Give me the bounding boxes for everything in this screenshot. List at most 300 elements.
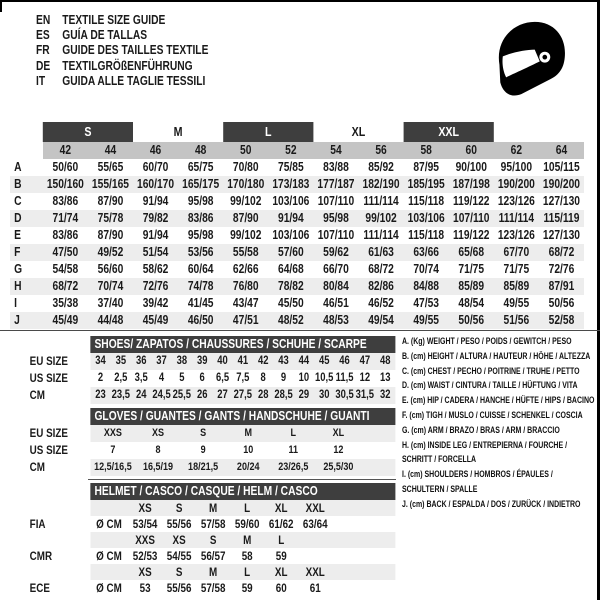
value-cell: 48 bbox=[379, 355, 391, 367]
size-group-row bbox=[10, 122, 584, 142]
measure-cell: 67/70 bbox=[503, 245, 530, 259]
measure-cell: 91/94 bbox=[278, 211, 304, 225]
section-divider bbox=[0, 330, 600, 331]
guide-title: TEXTILE SIZE GUIDE bbox=[62, 13, 166, 27]
value-cell: 37 bbox=[156, 355, 167, 367]
measure-cell: 65/68 bbox=[458, 245, 485, 259]
measure-row bbox=[10, 261, 584, 278]
measure-cell: 50/56 bbox=[458, 313, 485, 327]
helmet-values-row bbox=[10, 516, 395, 532]
row-letter: A bbox=[14, 160, 22, 174]
helmet-value-cell bbox=[298, 548, 332, 564]
value-cell: 39 bbox=[196, 355, 208, 367]
value-cell: 36 bbox=[135, 355, 147, 367]
guide-title: GUIDA ALLE TAGLIE TESSILI bbox=[62, 73, 206, 88]
measure-cell: 62/66 bbox=[232, 262, 259, 276]
language-code: FR bbox=[36, 43, 50, 58]
measure-cell: 70/80 bbox=[232, 160, 259, 174]
shoes-row-label: EU SIZE bbox=[29, 354, 68, 368]
column-header-cell: 54 bbox=[330, 143, 342, 157]
value-cell: 35 bbox=[115, 355, 127, 367]
size-group-s: S bbox=[43, 122, 133, 142]
measure-row bbox=[10, 244, 584, 261]
value-cell: 44 bbox=[298, 355, 310, 367]
spacer-cell bbox=[90, 532, 128, 548]
measure-cell: 95/98 bbox=[323, 211, 349, 225]
measure-cell: 58/62 bbox=[142, 262, 169, 276]
value-cell: 30 bbox=[318, 389, 330, 401]
row-letter: J bbox=[14, 313, 20, 327]
measure-cell: 111/114 bbox=[363, 228, 399, 242]
spacer-cell bbox=[10, 500, 90, 516]
value-cell: 27 bbox=[217, 389, 228, 401]
measure-cell: 57/60 bbox=[278, 245, 304, 259]
value-cell: 26 bbox=[196, 389, 208, 401]
measure-cell: 83/86 bbox=[187, 211, 214, 225]
measure-cell: 76/80 bbox=[232, 279, 259, 293]
measure-cell: 66/70 bbox=[323, 262, 349, 276]
helmet-section-title: HELMET / CASCO / CASQUE / HELM / CASCO bbox=[90, 483, 395, 500]
value-cell: 27,5 bbox=[233, 389, 253, 401]
helmet-value-cell: 54/55 bbox=[166, 549, 192, 563]
helmet-value-cell: 59 bbox=[241, 581, 253, 595]
value-cell: 32 bbox=[379, 389, 391, 401]
measure-cell: 72/76 bbox=[548, 262, 575, 276]
measure-cell: 46/52 bbox=[368, 296, 394, 310]
size-group-m: M bbox=[173, 124, 183, 139]
row-letter: D bbox=[14, 211, 22, 225]
language-line bbox=[36, 59, 282, 74]
shoes-section bbox=[10, 336, 395, 404]
helmet-value-cell: 58 bbox=[241, 549, 253, 563]
value-cell: 10,5 bbox=[315, 372, 334, 384]
legend-item: G. (cm) ARM / BRAZO / BRAS / ARM / BRACCIO bbox=[402, 424, 560, 436]
racing-helmet-icon bbox=[486, 12, 570, 104]
measure-cell: 187/198 bbox=[452, 177, 490, 191]
size-group-xxl: XXL bbox=[404, 122, 494, 142]
measure-cell: 127/130 bbox=[542, 228, 580, 242]
language-code: DE bbox=[36, 58, 51, 73]
measure-cell: 95/98 bbox=[187, 228, 214, 242]
measure-cell: 123/126 bbox=[497, 194, 535, 208]
measure-cell: 103/106 bbox=[272, 228, 310, 242]
value-cell: 34 bbox=[95, 355, 106, 367]
measure-cell: 91/94 bbox=[142, 228, 169, 242]
measure-cell: 160/170 bbox=[137, 177, 175, 191]
column-header-cell: 50 bbox=[240, 143, 252, 157]
helmet-value-cell: 59 bbox=[275, 549, 287, 563]
column-header-cell: 58 bbox=[420, 143, 432, 157]
measure-cell: 155/165 bbox=[91, 177, 129, 191]
value-cell: L bbox=[290, 427, 297, 439]
measure-cell: 87/95 bbox=[413, 160, 439, 174]
helmet-value-cell: 53 bbox=[139, 581, 151, 595]
helmet-value-cell: 57/58 bbox=[200, 581, 226, 595]
row-letter: H bbox=[14, 279, 22, 293]
helmet-value-cell: 55/56 bbox=[166, 581, 192, 595]
value-cell: 2,5 bbox=[114, 372, 128, 384]
helmet-size-cell: XXL bbox=[305, 501, 325, 515]
helmet-section bbox=[10, 483, 395, 596]
language-code: EN bbox=[36, 13, 51, 27]
measure-cell: 85/92 bbox=[368, 160, 394, 174]
helmet-size-cell: L bbox=[244, 501, 251, 515]
helmet-size-cell: L bbox=[244, 565, 251, 579]
column-header-cell: 44 bbox=[104, 143, 117, 157]
measure-cell: 49/55 bbox=[503, 296, 530, 310]
measure-cell: 48/54 bbox=[458, 296, 485, 310]
measure-cell: 50/60 bbox=[52, 160, 79, 174]
value-cell: 6,5 bbox=[215, 372, 230, 384]
helmet-size-cell: XXL bbox=[305, 565, 325, 579]
measure-cell: 87/90 bbox=[97, 194, 124, 208]
helmet-size-cell: M bbox=[209, 501, 218, 515]
measure-cell: 91/94 bbox=[142, 194, 169, 208]
helmet-value-cell: 61 bbox=[309, 581, 321, 595]
value-cell: 23 bbox=[95, 389, 106, 401]
measure-cell: 115/118 bbox=[408, 194, 445, 208]
measure-cell: 61/63 bbox=[368, 245, 394, 259]
measure-cell: 111/114 bbox=[498, 211, 535, 225]
legend-item: D. (cm) WAIST / CINTURA / TAILLE / HÜFTUNG / VITA bbox=[402, 380, 578, 392]
helmet-size-cell: XS bbox=[138, 565, 152, 579]
measure-cell: 72/76 bbox=[142, 279, 169, 293]
value-cell: 46 bbox=[339, 355, 350, 367]
shoes-row bbox=[10, 387, 395, 404]
value-cell: 29 bbox=[298, 389, 310, 401]
measure-cell: 68/72 bbox=[368, 262, 394, 276]
helmet-size-cell: XL bbox=[274, 565, 288, 579]
column-header-cell: 60 bbox=[465, 143, 477, 157]
column-header-cell: 52 bbox=[285, 143, 297, 157]
value-cell: 7,5 bbox=[236, 372, 250, 384]
language-line bbox=[36, 43, 282, 58]
measure-cell: 99/102 bbox=[230, 194, 262, 208]
value-cell: 24,5 bbox=[152, 389, 171, 401]
measure-row bbox=[10, 278, 584, 295]
diameter-unit: Ø CM bbox=[96, 581, 122, 595]
language-line bbox=[36, 13, 282, 28]
measure-cell: 173/183 bbox=[272, 177, 310, 191]
top-border bbox=[0, 0, 600, 2]
measure-cell: 83/88 bbox=[323, 160, 349, 174]
measure-cell: 45/49 bbox=[52, 313, 79, 327]
diameter-unit: Ø CM bbox=[96, 549, 122, 563]
measure-cell: 47/53 bbox=[413, 296, 439, 310]
measure-cell: 78/82 bbox=[278, 279, 304, 293]
measure-cell: 107/110 bbox=[453, 211, 490, 225]
gloves-row-label: US SIZE bbox=[29, 443, 68, 457]
row-letter: E bbox=[14, 228, 21, 242]
gloves-section-title: GLOVES / GUANTES / GANTS / HANDSCHUHE / GUANTI bbox=[90, 408, 395, 425]
measure-cell: 64/68 bbox=[278, 262, 304, 276]
value-cell: 2 bbox=[97, 372, 104, 384]
measure-cell: 185/195 bbox=[407, 177, 445, 191]
measure-cell: 68/72 bbox=[52, 279, 79, 293]
measure-cell: 50/56 bbox=[548, 296, 575, 310]
value-cell: 23/26,5 bbox=[278, 461, 309, 473]
measure-cell: 51/56 bbox=[503, 313, 530, 327]
measure-cell: 39/42 bbox=[142, 296, 169, 310]
helmet-value-cell: 57/58 bbox=[200, 517, 226, 531]
guide-title: GUIDE DES TAILLES TEXTILE bbox=[62, 43, 209, 58]
spacer-cell bbox=[10, 532, 90, 548]
measure-cell: 59/62 bbox=[323, 245, 349, 259]
value-cell: 30,5 bbox=[335, 389, 354, 401]
language-line bbox=[36, 74, 282, 89]
measure-cell: 47/50 bbox=[52, 245, 79, 259]
measure-cell: 84/88 bbox=[413, 279, 439, 293]
measure-cell: 48/53 bbox=[323, 313, 349, 327]
value-cell: 12 bbox=[333, 444, 344, 456]
measure-cell: 55/65 bbox=[97, 160, 124, 174]
value-cell: XXS bbox=[103, 427, 122, 439]
size-group-xl: XL bbox=[351, 124, 366, 139]
measure-cell: 54/58 bbox=[52, 262, 79, 276]
value-cell: 28,5 bbox=[274, 389, 293, 401]
measure-row bbox=[10, 312, 584, 329]
measure-cell: 46/50 bbox=[187, 313, 214, 327]
gloves-helmet-divider bbox=[88, 479, 396, 480]
column-header-cell: 42 bbox=[59, 143, 72, 157]
size-group-l: L bbox=[223, 122, 313, 142]
measure-cell: 41/45 bbox=[187, 296, 214, 310]
value-cell: 6 bbox=[199, 372, 205, 384]
measure-cell: 43/47 bbox=[232, 296, 259, 310]
helmet-size-cell: M bbox=[209, 565, 218, 579]
measure-cell: 87/90 bbox=[97, 228, 124, 242]
column-header-cell: 64 bbox=[555, 143, 568, 157]
measure-cell: 119/122 bbox=[453, 228, 490, 242]
shoes-section-title: SHOES/ ZAPATOS / CHAUSSURES / SCHUHE / SCARPE bbox=[90, 336, 395, 353]
measure-row bbox=[10, 176, 584, 193]
value-cell: 3,5 bbox=[134, 372, 148, 384]
value-cell: 18/21,5 bbox=[188, 461, 219, 473]
gloves-row-label: CM bbox=[29, 460, 45, 474]
measure-cell: 107/110 bbox=[317, 228, 355, 242]
measure-cell: 75/78 bbox=[97, 211, 124, 225]
measure-cell: 44/48 bbox=[97, 313, 124, 327]
helmet-value-cell: 52/53 bbox=[132, 549, 158, 563]
measure-cell: 103/106 bbox=[272, 194, 310, 208]
measure-cell: 95/98 bbox=[187, 194, 214, 208]
language-title-list bbox=[36, 13, 282, 89]
measure-cell: 190/200 bbox=[542, 177, 580, 191]
measure-cell: 35/38 bbox=[52, 296, 79, 310]
legend-item: B. (cm) HEIGHT / ALTURA / HAUTEUR / HÖHE / ALTEZZA bbox=[402, 350, 591, 362]
measure-cell: 45/49 bbox=[142, 313, 169, 327]
standard-label: ECE bbox=[29, 581, 50, 595]
helmet-sizes-row bbox=[10, 564, 395, 580]
measure-cell: 115/119 bbox=[543, 211, 580, 225]
gloves-row bbox=[10, 459, 395, 476]
value-cell: 25,5 bbox=[172, 389, 192, 401]
legend-item: A. (Kg) WEIGHT / PESO / POIDS / GEWITCH / PESO bbox=[402, 336, 572, 347]
language-code: ES bbox=[36, 28, 50, 43]
left-border-stub bbox=[0, 0, 2, 12]
value-cell: 7 bbox=[110, 444, 116, 456]
value-cell: 47 bbox=[359, 355, 371, 367]
measure-cell: 170/180 bbox=[227, 177, 265, 191]
language-line bbox=[36, 28, 282, 43]
measure-row bbox=[10, 295, 584, 312]
legend-item: J. (cm) BACK / ESPALDA / DOS / ZURÜCK / INDIETRO bbox=[402, 498, 581, 510]
value-cell: M bbox=[244, 427, 252, 439]
measure-cell: 56/60 bbox=[97, 262, 124, 276]
helmet-value-cell: 53/54 bbox=[132, 517, 158, 531]
guide-title: TEXTILGRÖßENFÜHRUNG bbox=[62, 58, 193, 73]
measure-cell: 111/114 bbox=[363, 194, 399, 208]
measure-cell: 87/90 bbox=[232, 211, 259, 225]
gloves-row bbox=[10, 425, 395, 442]
value-cell: 9 bbox=[200, 444, 206, 456]
value-cell: 41 bbox=[237, 355, 249, 367]
column-header-cell: 48 bbox=[194, 143, 207, 157]
legend-item: F. (cm) TIGH / MUSLO / CUISSE / SCHENKEL / COSCIA bbox=[402, 409, 583, 421]
measure-cell: 49/54 bbox=[368, 313, 394, 327]
measure-cell: 65/75 bbox=[187, 160, 214, 174]
measure-cell: 51/54 bbox=[142, 245, 169, 259]
value-cell: 24 bbox=[135, 389, 147, 401]
measure-cell: 63/66 bbox=[413, 245, 439, 259]
measure-row bbox=[10, 159, 584, 176]
legend-item: I. (cm) SHOULDERS / HOMBROS / ÉPAULES / SCHULTERN / SPALLE bbox=[402, 469, 553, 495]
measure-cell: 45/50 bbox=[278, 296, 304, 310]
value-cell: S bbox=[200, 427, 207, 439]
helmet-values-row bbox=[10, 548, 395, 564]
helmet-value-cell: 60 bbox=[275, 581, 287, 595]
row-letter: B bbox=[14, 177, 22, 191]
value-cell: 20/24 bbox=[236, 461, 260, 473]
value-cell: 8 bbox=[260, 372, 266, 384]
measure-cell: 49/52 bbox=[97, 245, 124, 259]
measure-cell: 83/86 bbox=[52, 228, 79, 242]
measure-row bbox=[10, 210, 584, 227]
measure-cell: 70/74 bbox=[97, 279, 124, 293]
legend-list bbox=[402, 335, 597, 513]
gloves-section bbox=[10, 408, 395, 476]
value-cell: 12,5/16,5 bbox=[94, 461, 132, 473]
measure-cell: 87/91 bbox=[548, 279, 575, 293]
row-letter: F bbox=[14, 245, 21, 259]
spacer-cell bbox=[90, 500, 128, 516]
helmet-value-cell: 56/57 bbox=[200, 549, 226, 563]
measure-cell: 85/89 bbox=[458, 279, 485, 293]
helmet-size-cell: XS bbox=[172, 533, 186, 547]
helmet-size-cell: M bbox=[243, 533, 252, 547]
helmet-sizes-row bbox=[10, 500, 395, 516]
helmet-size-cell: S bbox=[175, 501, 183, 515]
measure-cell: 46/51 bbox=[323, 296, 349, 310]
value-cell: 13 bbox=[379, 372, 391, 384]
value-cell: 43 bbox=[278, 355, 289, 367]
measure-cell: 55/58 bbox=[232, 245, 259, 259]
measure-cell: 80/84 bbox=[323, 279, 349, 293]
legend-item: E. (cm) HIP / CADERA / HANCHE / HÜFTE / HIPS / BACINO bbox=[402, 395, 595, 407]
helmet-value-cell: 55/56 bbox=[166, 517, 192, 531]
value-cell: 45 bbox=[318, 355, 330, 367]
shoes-row-label: CM bbox=[29, 388, 45, 402]
shoes-row-label: US SIZE bbox=[29, 371, 68, 385]
measure-cell: 123/126 bbox=[497, 228, 535, 242]
measure-cell: 52/58 bbox=[548, 313, 575, 327]
legend-item: H. (cm) INSIDE LEG / ENTREPIERNA / FOURCHE / SCHRITT / FORCELLA bbox=[402, 439, 568, 466]
value-cell: 10 bbox=[298, 372, 310, 384]
row-letter: I bbox=[14, 296, 17, 310]
measure-cell: 103/106 bbox=[407, 211, 445, 225]
corner-cell bbox=[10, 142, 43, 159]
helmet-size-cell: XL bbox=[274, 501, 288, 515]
measure-cell: 115/118 bbox=[408, 228, 445, 242]
row-letter: G bbox=[14, 262, 23, 276]
measure-cell: 182/190 bbox=[362, 177, 400, 191]
measure-cell: 71/75 bbox=[458, 262, 485, 276]
measure-cell: 177/187 bbox=[317, 177, 355, 191]
helmet-size-cell: L bbox=[278, 533, 285, 547]
measure-cell: 85/89 bbox=[503, 279, 530, 293]
guide-title: GUÍA DE TALLAS bbox=[62, 28, 148, 43]
spacer-cell bbox=[90, 564, 128, 580]
language-code: IT bbox=[36, 73, 46, 88]
value-cell: XL bbox=[332, 427, 345, 439]
value-cell: 11,5 bbox=[335, 372, 354, 384]
value-cell: 25,5/30 bbox=[323, 461, 354, 473]
diameter-unit: Ø CM bbox=[96, 517, 122, 531]
size-columns-row bbox=[10, 142, 584, 159]
measure-cell: 60/70 bbox=[142, 160, 169, 174]
value-cell: 16,5/19 bbox=[142, 461, 174, 473]
helmet-size-cell: XS bbox=[138, 501, 152, 515]
helmet-value-cell: 59/60 bbox=[234, 517, 260, 531]
measure-cell: 190/200 bbox=[497, 177, 535, 191]
measure-cell: 107/110 bbox=[317, 194, 355, 208]
measure-cell: 105/115 bbox=[543, 160, 580, 174]
measure-cell: 71/74 bbox=[52, 211, 79, 225]
row-letter: C bbox=[14, 194, 22, 208]
measure-cell: 71/75 bbox=[503, 262, 530, 276]
helmet-size-cell bbox=[298, 532, 332, 548]
shoes-row bbox=[10, 370, 395, 387]
measure-cell: 37/40 bbox=[97, 296, 124, 310]
value-cell: 28 bbox=[257, 389, 269, 401]
measure-cell: 75/85 bbox=[278, 160, 304, 174]
measure-cell: 165/175 bbox=[182, 177, 220, 191]
value-cell: 9 bbox=[280, 372, 287, 384]
measure-cell: 150/160 bbox=[46, 177, 84, 191]
gloves-rows bbox=[10, 425, 395, 476]
value-cell: 5 bbox=[179, 372, 185, 384]
measure-cell: 83/86 bbox=[52, 194, 79, 208]
value-cell: 10 bbox=[243, 444, 254, 456]
measure-cell: 127/130 bbox=[542, 194, 580, 208]
size-table-rows bbox=[10, 142, 584, 329]
value-cell: 38 bbox=[176, 355, 188, 367]
value-cell: 4 bbox=[158, 372, 165, 384]
measure-cell: 49/55 bbox=[413, 313, 439, 327]
measure-cell: 48/52 bbox=[278, 313, 304, 327]
helmet-size-cell: XXS bbox=[135, 533, 155, 547]
value-cell: 31,5 bbox=[355, 389, 375, 401]
value-cell: 40 bbox=[217, 355, 228, 367]
measure-cell: 99/102 bbox=[230, 228, 262, 242]
standard-label: FIA bbox=[29, 517, 46, 531]
value-cell: 8 bbox=[155, 444, 161, 456]
value-cell: 42 bbox=[257, 355, 269, 367]
measure-cell: 53/56 bbox=[187, 245, 214, 259]
measure-cell: 47/51 bbox=[232, 313, 259, 327]
helmet-value-cell: 63/64 bbox=[302, 517, 328, 531]
value-cell: XS bbox=[151, 427, 165, 439]
